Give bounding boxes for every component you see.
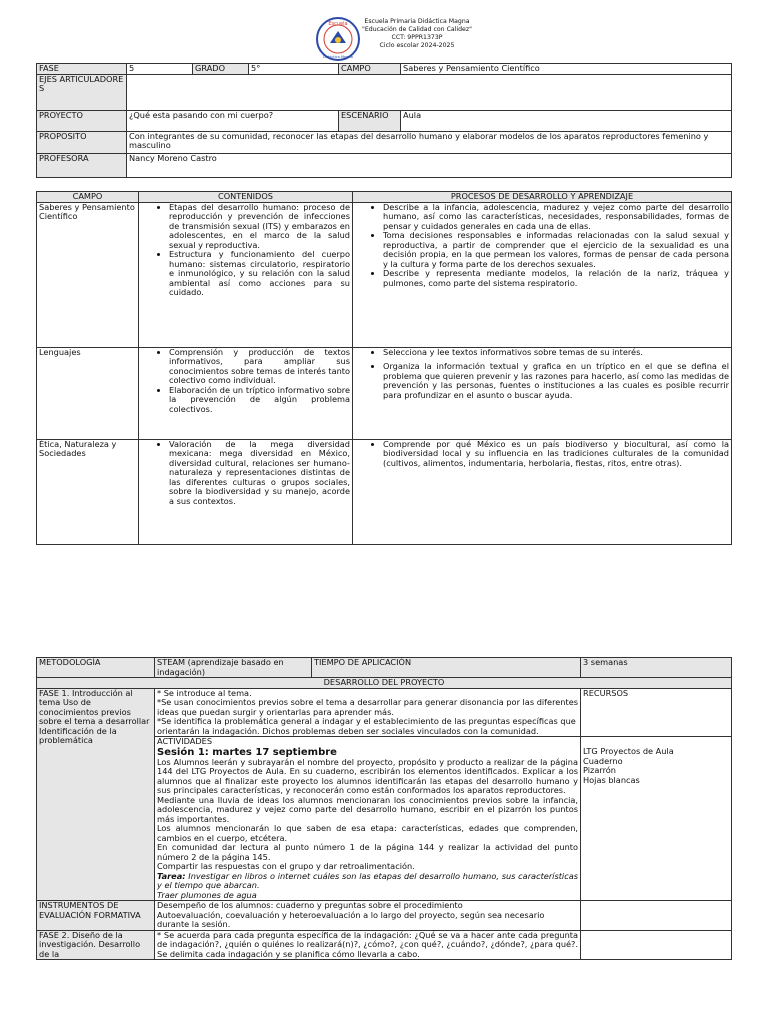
contents-table: [36, 191, 732, 545]
actividades-label: ACTIVIDADES: [157, 736, 213, 746]
fase1-point: * Se introduce al tema.: [157, 687, 252, 698]
school-seal-logo: [315, 16, 361, 62]
campo-cell: Ética, Naturaleza y Sociedades: [37, 439, 139, 544]
table-row: [37, 202, 732, 347]
instrumentos-point: Autoevaluación, coevaluación y heteroevaluación a lo largo del proyecto, según sea necesario durante la sesión.: [157, 909, 545, 929]
ejes-value: [127, 74, 732, 110]
session-paragraph: Compartir las respuestas con el grupo y dar retroalimentación.: [157, 861, 415, 871]
recurso-item: Cuaderno: [583, 755, 623, 766]
campo-cell: Lenguajes: [37, 347, 139, 439]
methodology-table: [36, 657, 732, 960]
list-item: • Organiza la información textual y grafica en un tríptico en el que se defina el problema que quieren prevenir y las razones para hacerlo, así como las medidas de prevención y las personas, fuentes o instituciones a las cuales es posible recurrir para profundizar en el asunto o buscar ayuda.: [383, 362, 729, 400]
fase1-point: *Se usan conocimientos previos sobre el tema a desarrollar para generar disonancia por las diferentes ideas que puedan surgir y orientarlas para aprender más.: [157, 697, 579, 717]
ejes-label: EJES ARTICULADORES: [37, 74, 127, 110]
metodologia-value: STEAM (aprendizaje basado en indagación): [155, 658, 312, 678]
recurso-item: Hojas blancas: [583, 774, 640, 785]
instrumentos-label: INSTRUMENTOS DE EVALUACIÓN FORMATIVA: [37, 901, 155, 931]
session-title: Sesión 1: martes 17 septiembre: [157, 746, 337, 758]
session-paragraph: Los alumnos mencionarán lo que saben de esa etapa: características, edades que comprenden, cambios en el cuerpo, etcétera.: [157, 823, 578, 843]
header-procesos: PROCESOS DE DESARROLLO Y APRENDIZAJE: [353, 192, 732, 203]
list-item: • Etapas del desarrollo humano: proceso de reproducción y prevención de infecciones de transmisión sexual (ITS) y embarazos en adolescentes, en el marco de la salud sexual y reproductiva.: [169, 203, 350, 251]
school-cct: CCT: 9PPR1373P: [391, 34, 443, 41]
profesora-value: Nancy Moreno Castro: [127, 153, 732, 177]
campo-value: Saberes y Pensamiento Científico: [401, 64, 732, 75]
fase2-text: * Se acuerda para cada pregunta específica de la indagación: ¿Qué se va a hacer ante cada pregunta de indagación?, ¿quién o quiénes lo realizará(n)?, ¿cómo?, ¿con qué?, ¿cuándo?, ¿dónde?, ¿para qué?. Se delimita cada indagación y se planifica cómo llevarla a cabo.: [155, 930, 581, 960]
recursos-label: RECURSOS: [581, 688, 732, 737]
session-paragraph: Los Alumnos leerán y subrayarán el nombre del proyecto, propósito y producto a realizar de la página 144 del LTG Proyectos de Aula. En su cuaderno, escribirán los elementos identificados. Explicar a los alumnos que al finalizar este proyecto los alumnos identificarán las etapas del desarrollo humano y sus principales características, y reconocerán como están conformados los aparatos reproductores.: [157, 756, 578, 795]
escenario-value: Aula: [401, 110, 732, 131]
tiempo-value: 3 semanas: [581, 658, 732, 678]
fase-label: FASE: [37, 64, 127, 75]
fase2-label: FASE 2. Diseño de la investigación. Desarrollo de la: [37, 930, 155, 960]
svg-text:Didáctica Magna: Didáctica Magna: [322, 55, 354, 59]
list-item: • Describe y representa mediante modelos, la relación de la nariz, tráquea y pulmones, como parte del sistema respiratorio.: [383, 269, 729, 288]
fase1-label: FASE 1. Introducción al tema Uso de conocimientos previos sobre el tema a desarrollar Identificación de la problemática: [37, 688, 155, 901]
list-item: • Estructura y funcionamiento del cuerpo humano: sistemas circulatorio, respiratorio e inmunológico, y su relación con la salud ambiental así como acciones para su cuidado.: [169, 250, 350, 298]
fase1-point: *Se identifica la problemática general a indagar y el establecimiento de las preguntas específicas que orientarán la indagación. Dichos problemas deben ser sociales vinculados con la comunidad.: [157, 716, 576, 736]
desarrollo-heading: DESARROLLO DEL PROYECTO: [37, 678, 732, 689]
list-item: • Toma decisiones responsables e informadas relacionadas con la salud sexual y reproductiva, a partir de comprender que el ejercicio de la sexualidad es una decisión propia, en la que permean los valores, formas de pensar de cada persona y la cultura y forma parte de los derechos sexuales.: [383, 231, 729, 269]
fase-value: 5: [127, 64, 193, 75]
profesora-label: PROFESORA: [37, 153, 127, 177]
document-header: [0, 14, 768, 64]
svg-text:Escuela: Escuela: [328, 21, 348, 27]
campo-label: CAMPO: [339, 64, 401, 75]
proposito-label: PROPOSITO: [37, 131, 127, 153]
proyecto-label: PROYECTO: [37, 110, 127, 131]
tarea-text: Investigar en libros o internet cuáles son las etapas del desarrollo humano, sus características y el tiempo que abarcan.: [157, 870, 578, 890]
info-table: [36, 63, 732, 178]
school-name: Escuela Primaria Didáctica Magna: [364, 18, 470, 25]
table-row: [37, 347, 732, 439]
proyecto-value: ¿Qué esta pasando con mi cuerpo?: [127, 110, 339, 131]
grado-value: 5°: [249, 64, 339, 75]
list-item: • Selecciona y lee textos informativos sobre temas de su interés.: [383, 348, 729, 358]
school-info: [362, 18, 472, 50]
school-cycle: Ciclo escolar 2024-2025: [379, 42, 455, 49]
metodologia-label: METODOLOGÍA: [37, 658, 155, 678]
header-campo: CAMPO: [37, 192, 139, 203]
header-contenidos: CONTENIDOS: [139, 192, 353, 203]
school-motto: "Educación de Calidad con Calidez": [362, 26, 472, 33]
list-item: • Describe a la infancia, adolescencia, madurez y vejez como parte del desarrollo humano, así como las características, necesidades, responsabilidades, formas de pensar y cuidados generales en cada una de ellas.: [383, 203, 729, 232]
list-item: • Valoración de la mega diversidad mexicana: mega diversidad en México, diversidad cultural, relaciones ser humano-naturaleza y representaciones distintas de las diferentes culturas o grupos sociales, sobre la biodiversidad y su manejo, acorde a sus contextos.: [169, 440, 350, 507]
list-item: • Comprende por qué México es un país biodiverso y biocultural, así como la biodiversidad local y su influencia en las tradiciones culturales de la comunidad (cultivos, alimentos, indumentaria, herbolaria, fiestas, ritos, entre otras).: [383, 440, 729, 469]
proposito-value: Con integrantes de su comunidad, reconocer las etapas del desarrollo humano y elaborar modelos de los aparatos reproductores femenino y masculino: [127, 131, 732, 153]
session-paragraph: Mediante una lluvia de ideas los alumnos mencionaran los conocimientos previos sobre la infancia, adolescencia, madurez y vejez como parte del desarrollo humano, escribir en el pizarrón los puntos más importantes.: [157, 794, 578, 824]
session-paragraph: En comunidad dar lectura al punto número 1 de la página 144 y realizar la actividad del punto número 2 de la página 145.: [157, 842, 578, 862]
list-item: • Elaboración de un tríptico informativo sobre la prevención de algún problema colectivos.: [169, 386, 350, 415]
instrumentos-point: Desempeño de los alumnos: cuaderno y preguntas sobre el procedimiento: [157, 900, 463, 910]
recurso-item: LTG Proyectos de Aula: [583, 746, 674, 756]
grado-label: GRADO: [193, 64, 249, 75]
table-row: [37, 439, 732, 544]
campo-cell: Saberes y Pensamiento Científico: [37, 202, 139, 347]
tarea-extra: Traer plumones de agua: [157, 889, 257, 900]
list-item: • Comprensión y producción de textos informativos, para ampliar sus conocimientos sobre temas de interés tanto colectivo como individual.: [169, 348, 350, 386]
tiempo-label: TIEMPO DE APLICACIÓN: [312, 658, 581, 678]
recurso-item: Pizarrón: [583, 765, 616, 775]
escenario-label: ESCENARIO: [339, 110, 401, 131]
tarea-label: Tarea:: [157, 870, 186, 881]
